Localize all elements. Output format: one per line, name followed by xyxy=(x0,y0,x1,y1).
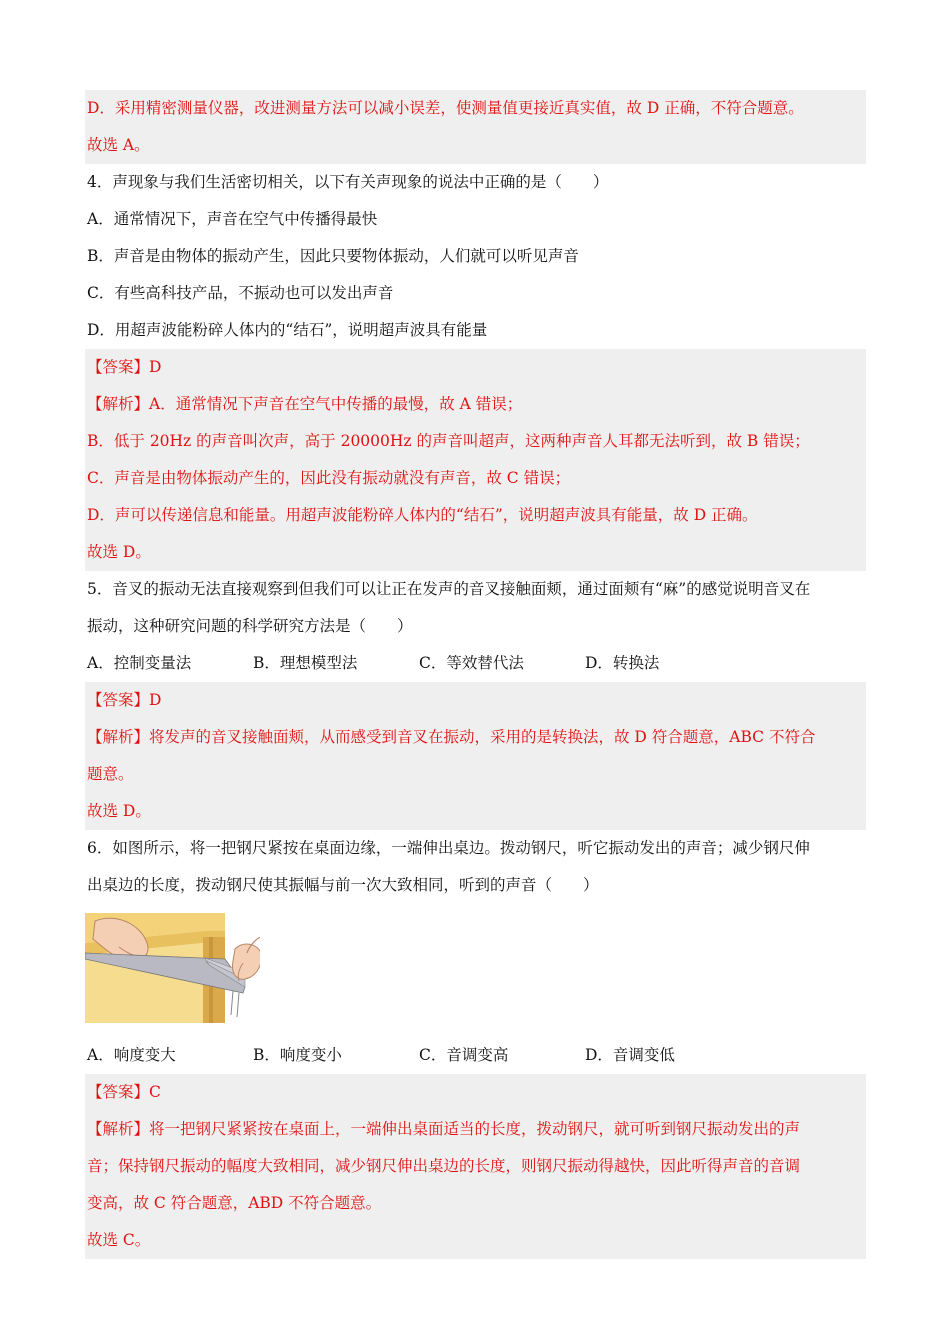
q6-option-b: B．响度变小 xyxy=(253,1046,342,1064)
ruler-illustration-svg xyxy=(85,913,260,1023)
q4-option-c: C．有些高科技产品，不振动也可以发出声音 xyxy=(87,284,394,302)
q6-options xyxy=(85,1037,866,1074)
q6-answer: 【答案】C xyxy=(87,1083,161,1101)
q4-stem: 4．声现象与我们生活密切相关，以下有关声现象的说法中正确的是（ ） xyxy=(87,173,609,191)
q5-option-c: C．等效替代法 xyxy=(419,654,524,672)
q6-analysis-line3: 变高，故 C 符合题意，ABD 不符合题意。 xyxy=(87,1194,382,1212)
q4-analysis-c: C．声音是由物体振动产生的，因此没有振动就没有声音，故 C 错误； xyxy=(87,469,571,487)
q6-option-c: C．音调变高 xyxy=(419,1046,509,1064)
q5-stem-line2: 振动，这种研究问题的科学研究方法是（ ） xyxy=(87,617,413,635)
q5-answer: 【答案】D xyxy=(87,691,162,709)
q5-stem-line1: 5．音叉的振动无法直接观察到但我们可以让正在发声的音叉接触面颊，通过面颊有“麻”的感觉说明音叉在 xyxy=(87,580,811,598)
q5-options xyxy=(85,645,866,682)
ruler-on-table-illustration xyxy=(85,913,866,1031)
q3-analysis-d: D．采用精密测量仪器，改进测量方法可以减小误差，使测量值更接近真实值，故 D 正确，不符合题意。 xyxy=(87,99,804,117)
q4-answer: 【答案】D xyxy=(87,358,162,376)
q5-select: 故选 D。 xyxy=(87,802,151,820)
q6-analysis-line2: 音；保持钢尺振动的幅度大致相同，减少钢尺伸出桌边的长度，则钢尺振动得越快，因此听得声音的音调 xyxy=(87,1157,801,1175)
q5-answer-block xyxy=(85,682,866,830)
q4-analysis-b: B．低于 20Hz 的声音叫次声，高于 20000Hz 的声音叫超声，这两种声音人耳都无法听到，故 B 错误； xyxy=(87,432,810,450)
q5-option-a: A．控制变量法 xyxy=(87,654,192,672)
q3-analysis-tail xyxy=(85,90,866,164)
q4-analysis-d: D．声可以传递信息和能量。用超声波能粉碎人体内的“结石”，说明超声波具有能量，故 D 正确。 xyxy=(87,506,758,524)
q4-select: 故选 D。 xyxy=(87,543,151,561)
q6-stem-line2: 出桌边的长度，拨动钢尺使其振幅与前一次大致相同，听到的声音（ ） xyxy=(87,876,599,894)
q4-analysis-a: 【解析】A．通常情况下声音在空气中传播的最慢，故 A 错误； xyxy=(87,395,523,413)
q6-option-d: D．音调变低 xyxy=(585,1046,675,1064)
q4-option-b: B．声音是由物体的振动产生，因此只要物体振动，人们就可以听见声音 xyxy=(87,247,579,265)
q4-option-a: A．通常情况下，声音在空气中传播得最快 xyxy=(87,210,378,228)
q5-analysis-line2: 题意。 xyxy=(87,765,134,783)
q5-option-d: D．转换法 xyxy=(585,654,660,672)
q6-stem-line1: 6．如图所示，将一把钢尺紧按在桌面边缘，一端伸出桌边。拨动钢尺，听它振动发出的声音；减少钢尺伸 xyxy=(87,839,810,857)
q3-select: 故选 A。 xyxy=(87,136,150,154)
q6-analysis-line1: 【解析】将一把钢尺紧紧按在桌面上，一端伸出桌面适当的长度，拨动钢尺，就可听到钢尺振动发出的声 xyxy=(87,1120,801,1138)
document-page xyxy=(85,90,866,1259)
q6-option-a: A．响度变大 xyxy=(87,1046,176,1064)
q4-option-d: D．用超声波能粉碎人体内的“结石”，说明超声波具有能量 xyxy=(87,321,488,339)
q5-analysis-line1: 【解析】将发声的音叉接触面颊，从而感受到音叉在振动，采用的是转换法，故 D 符合题意，ABC 不符合 xyxy=(87,728,816,746)
plucking-hand xyxy=(233,944,261,979)
q4-answer-block xyxy=(85,349,866,571)
q5-option-b: B．理想模型法 xyxy=(253,654,358,672)
q6-answer-block xyxy=(85,1074,866,1259)
q6-select: 故选 C。 xyxy=(87,1231,151,1249)
